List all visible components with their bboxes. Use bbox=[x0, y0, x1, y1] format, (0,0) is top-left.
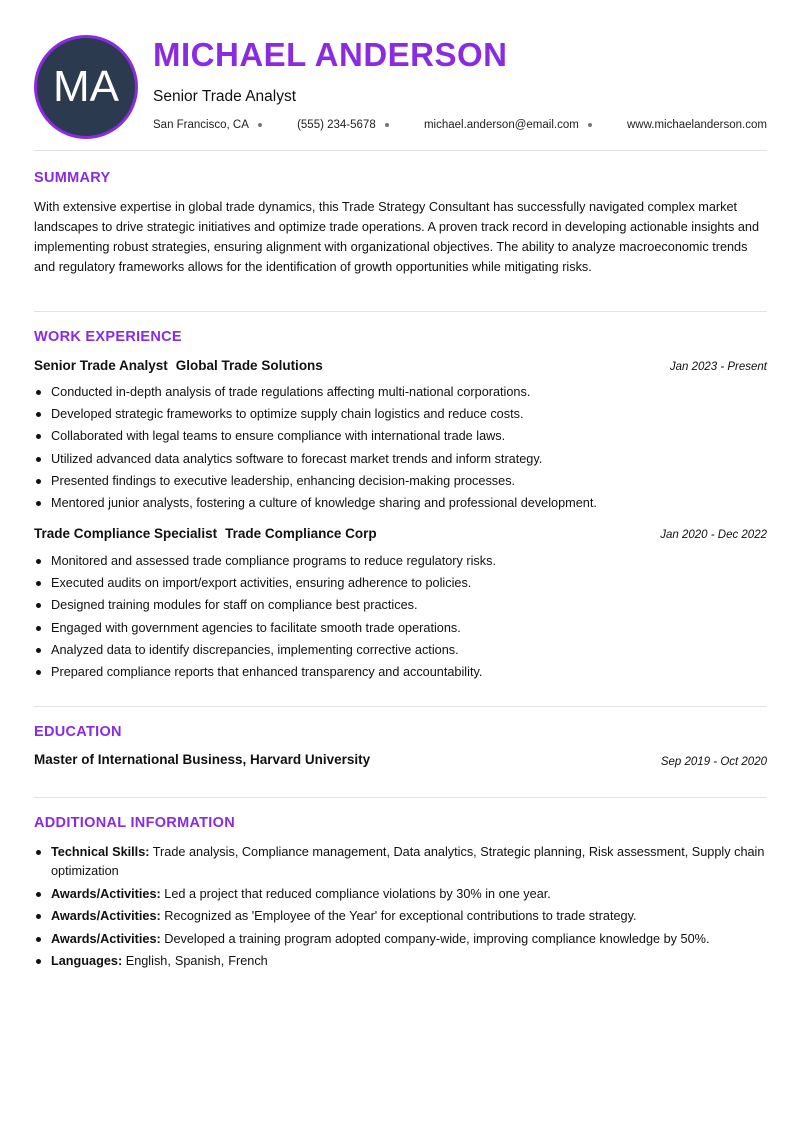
separator-dot bbox=[258, 123, 262, 127]
list-item: Mentored junior analysts, fostering a culture of knowledge sharing and professional development. bbox=[34, 495, 767, 517]
job-header bbox=[34, 526, 767, 541]
item-text: Developed a training program adopted company-wide, improving compliance knowledge by 50%. bbox=[164, 931, 710, 946]
divider bbox=[34, 150, 767, 151]
list-item bbox=[34, 930, 767, 949]
divider bbox=[34, 311, 767, 312]
additional-info-heading: ADDITIONAL INFORMATION bbox=[34, 815, 235, 831]
job-title: Senior Trade Analyst bbox=[34, 358, 168, 373]
divider bbox=[34, 797, 767, 798]
list-item: Developed strategic frameworks to optimize supply chain logistics and reduce costs. bbox=[34, 406, 767, 428]
job-header bbox=[34, 358, 767, 373]
job-company: Trade Compliance Corp bbox=[225, 526, 377, 541]
list-item: Utilized advanced data analytics software to forecast market trends and inform strategy. bbox=[34, 451, 767, 473]
list-item: Presented findings to executive leadership, enhancing decision-making processes. bbox=[34, 473, 767, 495]
language: English, bbox=[125, 954, 171, 968]
contact-location bbox=[153, 119, 262, 131]
item-label: Awards/Activities: bbox=[51, 886, 161, 901]
languages-label: Languages: bbox=[51, 954, 123, 968]
list-item: Executed audits on import/export activities, ensuring adherence to policies. bbox=[34, 575, 767, 597]
work-experience-heading: WORK EXPERIENCE bbox=[34, 329, 182, 345]
contact-website-text[interactable]: www.michaelanderson.com bbox=[627, 119, 767, 131]
list-item: Monitored and assessed trade compliance programs to reduce regulatory risks. bbox=[34, 553, 767, 575]
item-label: Awards/Activities: bbox=[51, 931, 161, 946]
list-item: Conducted in-depth analysis of trade regulations affecting multi-national corporations. bbox=[34, 384, 767, 406]
list-item: Engaged with government agencies to facilitate smooth trade operations. bbox=[34, 620, 767, 642]
job-bullets bbox=[34, 384, 767, 517]
list-item bbox=[34, 907, 767, 926]
item-label: Technical Skills: bbox=[51, 845, 150, 859]
item-text: Recognized as 'Employee of the Year' for exceptional contributions to trade strategy. bbox=[164, 909, 637, 923]
list-item: Prepared compliance reports that enhanced transparency and accountability. bbox=[34, 664, 767, 686]
job-dates: Jan 2023 - Present bbox=[669, 361, 767, 373]
language: French bbox=[228, 954, 268, 968]
divider bbox=[34, 706, 767, 707]
separator-dot bbox=[385, 123, 389, 127]
additional-info-list bbox=[34, 843, 767, 975]
summary-text: With extensive expertise in global trade dynamics, this Trade Strategy Consultant has successfully navigated complex market landscapes to drive strategic initiatives and optimize trade operations. A proven track record in developing actionable insights and implementing robust strategies, ensuring alignment with organizational objectives. The ability to analyze macroeconomic trends and regulatory frameworks allows for the identification of growth opportunities while mitigating risks. bbox=[34, 200, 760, 274]
avatar bbox=[34, 35, 138, 139]
list-item: Collaborated with legal teams to ensure compliance with international trade laws. bbox=[34, 428, 767, 450]
list-item bbox=[34, 885, 767, 904]
contact-phone-text: (555) 234-5678 bbox=[297, 119, 376, 131]
list-item: Analyzed data to identify discrepancies, implementing corrective actions. bbox=[34, 642, 767, 664]
language: Spanish, bbox=[174, 954, 225, 968]
contact-website[interactable] bbox=[627, 119, 767, 131]
candidate-name: MICHAEL ANDERSON bbox=[153, 36, 508, 73]
candidate-role: Senior Trade Analyst bbox=[153, 88, 297, 105]
contact-phone bbox=[297, 119, 389, 131]
job-company: Global Trade Solutions bbox=[175, 358, 323, 373]
avatar-initials: MA bbox=[53, 62, 119, 111]
contact-location-text: San Francisco, CA bbox=[153, 119, 249, 131]
item-text: Trade analysis, Compliance management, Data analytics, Strategic planning, Risk assessment, Supply chain optimization bbox=[51, 845, 765, 878]
list-item bbox=[34, 843, 767, 881]
item-label: Awards/Activities: bbox=[51, 909, 161, 923]
list-item: Designed training modules for staff on compliance best practices. bbox=[34, 597, 767, 619]
contact-bar bbox=[153, 119, 767, 131]
education-heading: EDUCATION bbox=[34, 724, 122, 740]
contact-email-text[interactable]: michael.anderson@email.com bbox=[423, 119, 579, 131]
job-dates: Jan 2020 - Dec 2022 bbox=[660, 529, 767, 541]
contact-email[interactable] bbox=[424, 119, 592, 131]
item-text: Led a project that reduced compliance violations by 30% in one year. bbox=[164, 886, 551, 901]
job-bullets bbox=[34, 553, 767, 686]
summary-heading: SUMMARY bbox=[34, 170, 111, 186]
separator-dot bbox=[588, 123, 592, 127]
languages-item bbox=[34, 952, 767, 971]
education-dates: Sep 2019 - Oct 2020 bbox=[660, 756, 767, 768]
education-degree: Master of International Business, Harvard University bbox=[34, 752, 371, 767]
job-title: Trade Compliance Specialist bbox=[34, 526, 218, 541]
